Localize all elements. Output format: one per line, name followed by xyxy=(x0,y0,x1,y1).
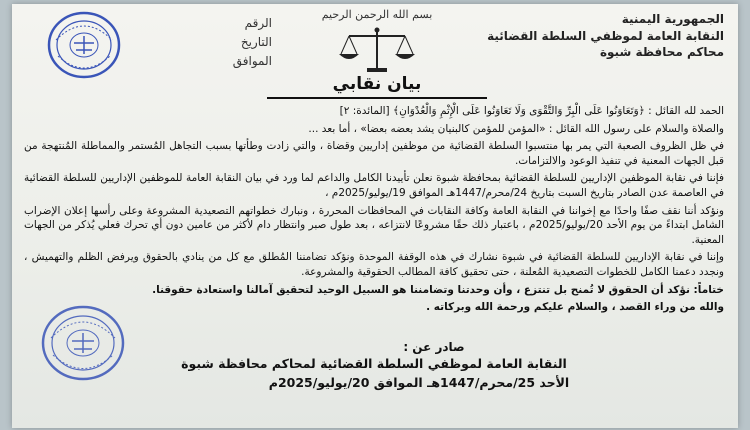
letterhead-right xyxy=(484,12,724,60)
scales-of-justice-icon xyxy=(337,24,417,76)
union-name: النقابة العامة لموظفي السلطة القضائية xyxy=(487,29,724,43)
reference-fields xyxy=(162,16,272,73)
corresponding-label: الموافق xyxy=(232,54,272,68)
bismillah: بسم الله الرحمن الرحيم xyxy=(321,8,433,21)
paragraph-salutation: والله من وراء القصد ، والسلام عليكم ورحمة الله وبركاته . xyxy=(426,301,724,314)
paragraph-opening-verse: الحمد لله القائل : ﴿وَتَعَاوَنُوا عَلَى الْبِرِّ وَالتَّقْوَى وَلَا تَعَاوَنُوا عَلَى الْإِثْمِ وَالْعُدْوَانِ﴾ [المائدة: ٢] xyxy=(339,105,724,117)
date-label: التاريخ xyxy=(240,35,272,49)
paragraph-opening-hadith: والصلاة والسلام على رسول الله القائل : «المؤمن للمؤمن كالبنيان يشد بعضه بعضا» ، أما بعد ... xyxy=(308,122,724,135)
statement-title: بيان نقابي xyxy=(332,74,422,94)
signature-block xyxy=(24,340,724,390)
paragraph-support: فإننا في نقابة الموظفين الإداريين للسلطة القضائية بمحافظة شبوة نعلن تأييدنا الكامل والداعم لما ورد في بيان النقابة العامة للموظفين الإداريين للسلطة القضائية في العاصمة عدن الصادر بتاريخ السبت بتاريخ 24/محرم/1447هـ الموافق 19/يوليو/2025م ، xyxy=(24,172,724,199)
issued-by-label: صادر عن : xyxy=(403,340,465,354)
paragraph-closing: ختاماً: نؤكد أن الحقوق لا تُمنح بل تنتزع ، وأن وحدتنا وتضامننا هو السبيل الوحيد لتحقيق آمالنا واستعادة حقوقنا. xyxy=(152,283,724,296)
courts-name: محاكم محافظة شبوة xyxy=(599,45,724,59)
paragraph-participation: وإننا في نقابة الإداريين للسلطة القضائية في شبوة نشارك في هذه الوقفة الموحدة ونؤكد تضامننا المُطلق مع كل من ينادي بالحقوق ويرفض الظلم والتهميش ، ونجدد دعمنا الكامل للخطوات التصعيدية المُعلنة ، حتى تحقيق كافة المطالب الحقوقية والمشروعة. xyxy=(24,251,724,278)
statement-body xyxy=(24,104,724,318)
paragraph-solidarity: ونؤكد أننا نقف صفًا واحدًا مع إخواننا في النقابة العامة وكافة النقابات في المحافظات المحررة ، ونبارك خطواتهم التصعيدية المشروعة وعلى رأسها إعلان الإضراب الشامل ابتداءً من يوم الأحد 20/يوليو/2025م ، باعتبار ذلك حقًا مشروعًا لانتزاعه ، بعد طول صبر وانتظار دام لأكثر من عامين دون أي تحرك فعلي يُذكر من الجهات المعنية. xyxy=(24,204,724,246)
letter-page xyxy=(12,4,738,428)
title-underline xyxy=(267,97,487,99)
republic-name: الجمهورية اليمنية xyxy=(621,12,724,26)
issuer-name: النقابة العامة لموظفي السلطة القضائية لمحاكم محافظة شبوة xyxy=(181,356,567,371)
ref-number-label: الرقم xyxy=(244,16,272,30)
official-stamp-bottom xyxy=(40,304,126,382)
official-stamp-top xyxy=(46,10,122,80)
issue-date: الأحد 25/محرم/1447هـ الموافق 20/يوليو/2025م xyxy=(268,375,570,390)
paragraph-circumstances: في ظل الظروف الصعبة التي يمر بها منتسبوا السلطة القضائية من موظفين إداريين وقضاة ، والتي زادت وطأتها بسبب التجاهل المُستمر والمماطلة المُنتهجة من قبل الجهات المعنية في تنفيذ الوعود والالتزامات. xyxy=(24,140,724,167)
